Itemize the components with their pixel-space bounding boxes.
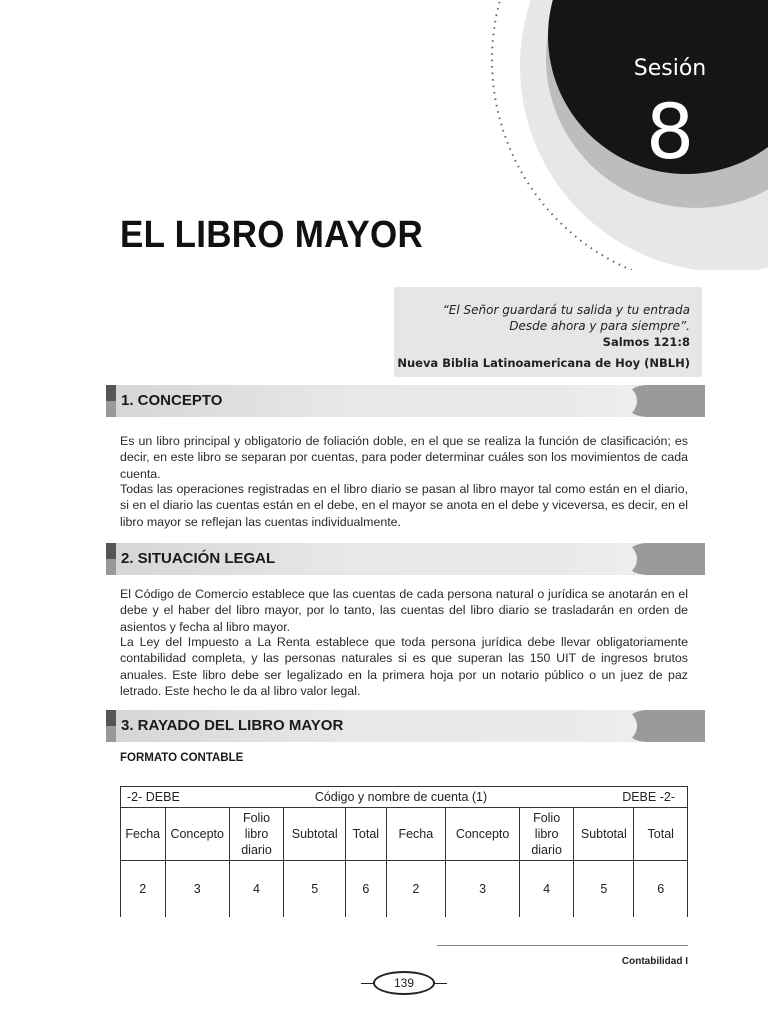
column-number: 4 — [520, 861, 574, 918]
section-heading-rayado — [106, 710, 705, 742]
column-header: Folio libro diario — [520, 808, 574, 861]
quote-reference: Salmos 121:8 — [602, 335, 690, 349]
column-header: Concepto — [165, 808, 229, 861]
paragraph: La Ley del Impuesto a La Renta establece que toda persona jurídica debe llevar obligatoriamente contabilidad completa, y las personas naturales si es que superan las 150 UIT de ingresos brutos anuales. Este libro debe ser legalizado en la primera hoja por un notario público o un juez de paz letrado. Este hecho le da al libro valor legal. — [120, 635, 688, 698]
column-header: Fecha — [121, 808, 166, 861]
quote-line-1: “El Señor guardará tu salida y tu entrada — [442, 303, 690, 317]
ledger-number-row — [121, 861, 688, 918]
column-number: 2 — [386, 861, 446, 918]
quote-line-2: Desde ahora y para siempre”. — [509, 319, 690, 333]
ledger-header-center: Código y nombre de cuenta (1) — [314, 790, 488, 804]
column-header: Subtotal — [284, 808, 346, 861]
paragraph: Es un libro principal y obligatorio de foliación doble, en el que se realiza la función de clasificación; es decir, en este libro se separan por cuentas, para poder determinar cuáles son los movimientos de cada cuenta. — [120, 434, 688, 481]
column-number: 6 — [346, 861, 386, 918]
column-number: 5 — [284, 861, 346, 918]
footer-divider — [437, 945, 688, 946]
column-number: 3 — [165, 861, 229, 918]
ledger-header-left: -2- DEBE — [127, 790, 180, 804]
paragraph: El Código de Comercio establece que las cuentas de cada persona natural o jurídica se anotarán en el debe y el haber del libro mayor, por lo tanto, las cuentas del libro diario se trasladarán en orden de asientos y fecha al libro mayor. — [120, 587, 688, 634]
session-number: 8 — [645, 87, 695, 176]
formato-contable-label: FORMATO CONTABLE — [120, 752, 244, 764]
ledger-header-cell — [121, 787, 688, 808]
section-heading-label: 3. RAYADO DEL LIBRO MAYOR — [121, 717, 344, 734]
column-number: 6 — [634, 861, 688, 918]
page-title: EL LIBRO MAYOR — [120, 214, 424, 256]
column-header: Concepto — [446, 808, 520, 861]
column-header: Folio libro diario — [229, 808, 283, 861]
column-header: Total — [634, 808, 688, 861]
ledger-format-table — [120, 786, 688, 917]
column-header: Fecha — [386, 808, 446, 861]
page-number: 139 — [373, 971, 435, 995]
quote-bible-version: Nueva Biblia Latinoamericana de Hoy (NBLH) — [397, 356, 690, 370]
section-heading-label: 2. SITUACIÓN LEGAL — [121, 550, 276, 567]
section-heading-situacion-legal — [106, 543, 705, 575]
ledger-header-row — [121, 787, 688, 808]
ledger-header-right: DEBE -2- — [622, 790, 675, 804]
section-heading-label: 1. CONCEPTO — [121, 392, 223, 409]
column-number: 3 — [446, 861, 520, 918]
ledger-column-row — [121, 808, 688, 861]
column-header: Total — [346, 808, 386, 861]
footer-book-title: Contabilidad I — [621, 956, 688, 967]
section-heading-concepto — [106, 385, 705, 417]
column-number: 5 — [574, 861, 634, 918]
paragraph: Todas las operaciones registradas en el libro diario se pasan al libro mayor tal como están en el diario, si en el diario las cuentas están en el debe, en el mayor se anota en el debe y viceversa, es decir, en el libro mayor se reflejan las cuentas individualmente. — [120, 482, 688, 529]
session-label: Sesión — [633, 56, 707, 81]
column-number: 2 — [121, 861, 166, 918]
quote-box — [394, 287, 702, 377]
column-number: 4 — [229, 861, 283, 918]
column-header: Subtotal — [574, 808, 634, 861]
